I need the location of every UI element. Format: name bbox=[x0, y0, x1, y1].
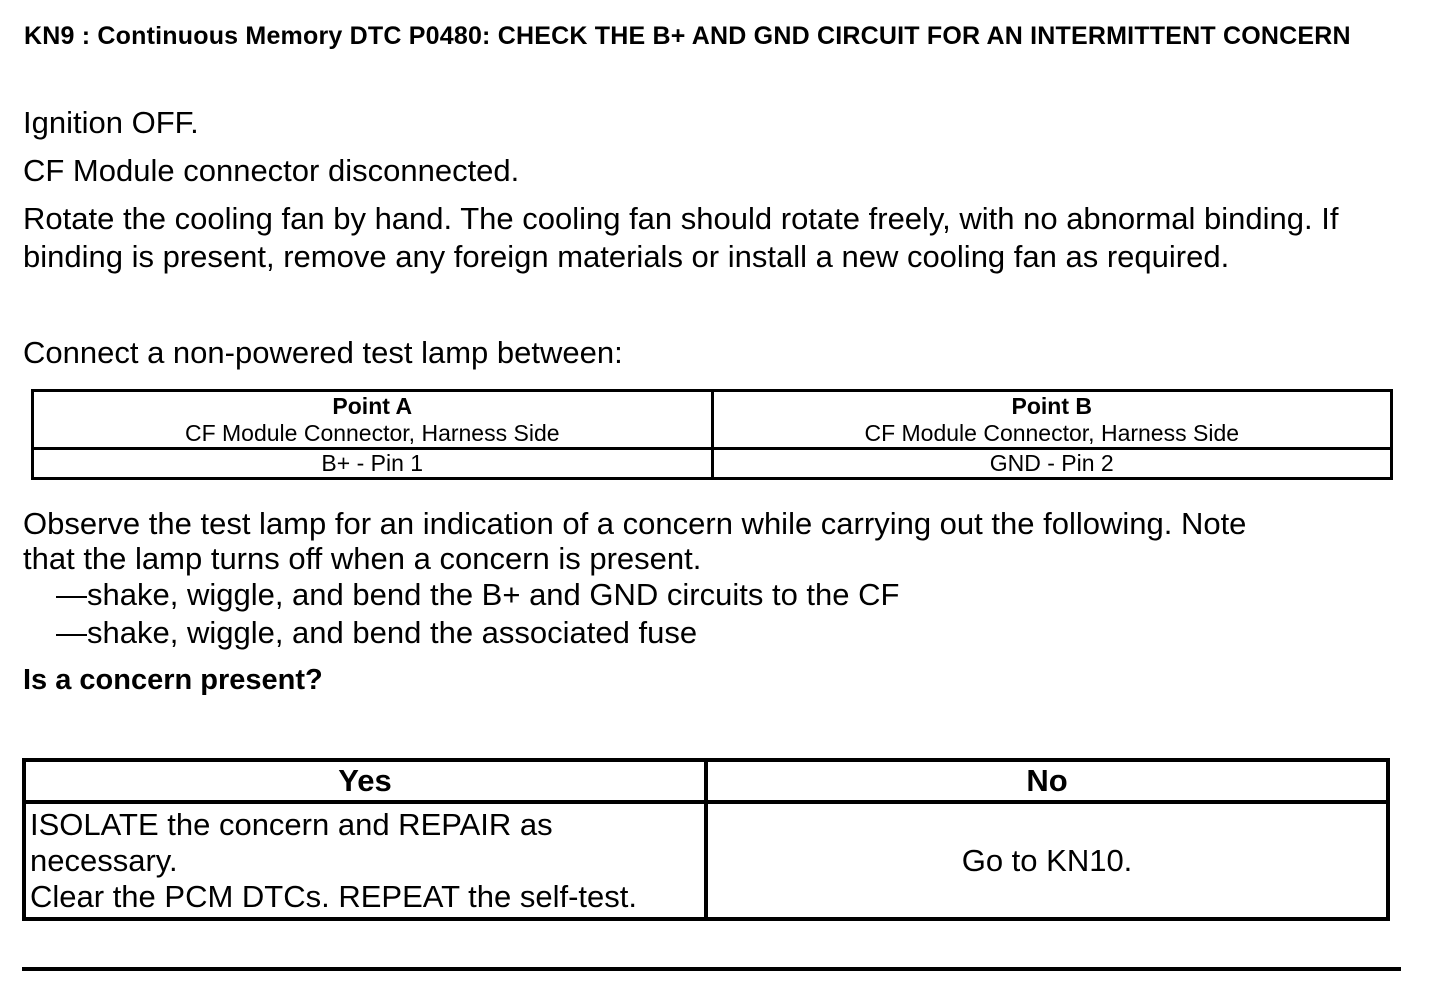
observe-bullet: —shake, wiggle, and bend the associated fuse bbox=[56, 615, 698, 650]
observe-instructions bbox=[23, 506, 1246, 652]
result-table bbox=[22, 758, 1390, 921]
point-a-subheader: CF Module Connector, Harness Side bbox=[184, 419, 560, 446]
observe-line-1: Observe the test lamp for an indication of a concern while carrying out the following. Note bbox=[23, 506, 1247, 541]
point-a-header-cell bbox=[33, 391, 713, 449]
observe-line-2: that the lamp turns off when a concern is present. bbox=[23, 541, 702, 576]
yes-action-cell bbox=[24, 802, 706, 919]
yes-header: Yes bbox=[24, 760, 706, 802]
point-a-header: Point A bbox=[332, 392, 413, 419]
observe-bullet: —shake, wiggle, and bend the B+ and GND circuits to the CF bbox=[56, 577, 900, 612]
step-ignition-off: Ignition OFF. bbox=[23, 105, 199, 140]
point-b-header: Point B bbox=[1011, 392, 1092, 419]
yes-action-line: Clear the PCM DTCs. REPEAT the self-test. bbox=[30, 879, 637, 914]
no-header: No bbox=[706, 760, 1388, 802]
step-connect-test-lamp: Connect a non-powered test lamp between: bbox=[23, 335, 623, 370]
concern-question: Is a concern present? bbox=[23, 664, 323, 696]
point-b-subheader: CF Module Connector, Harness Side bbox=[864, 419, 1240, 446]
step-title: KN9 : Continuous Memory DTC P0480: CHECK THE B+ AND GND CIRCUIT FOR AN INTERMITTENT CONCERN bbox=[24, 22, 1351, 50]
bottom-divider bbox=[22, 967, 1401, 971]
step-connector-disconnected: CF Module connector disconnected. bbox=[23, 153, 520, 188]
step-rotate-fan: Rotate the cooling fan by hand. The cooling fan should rotate freely, with no abnormal binding. If binding is present, remove any foreign materials or install a new cooling fan as required. bbox=[23, 201, 1339, 274]
point-b-header-cell bbox=[712, 391, 1392, 449]
point-b-value: GND - Pin 2 bbox=[712, 449, 1392, 479]
point-a-value: B+ - Pin 1 bbox=[33, 449, 713, 479]
test-points-table bbox=[31, 389, 1393, 480]
no-action-cell: Go to KN10. bbox=[706, 802, 1388, 919]
yes-action-line: necessary. bbox=[30, 843, 178, 878]
yes-action-line: ISOLATE the concern and REPAIR as bbox=[30, 807, 553, 842]
